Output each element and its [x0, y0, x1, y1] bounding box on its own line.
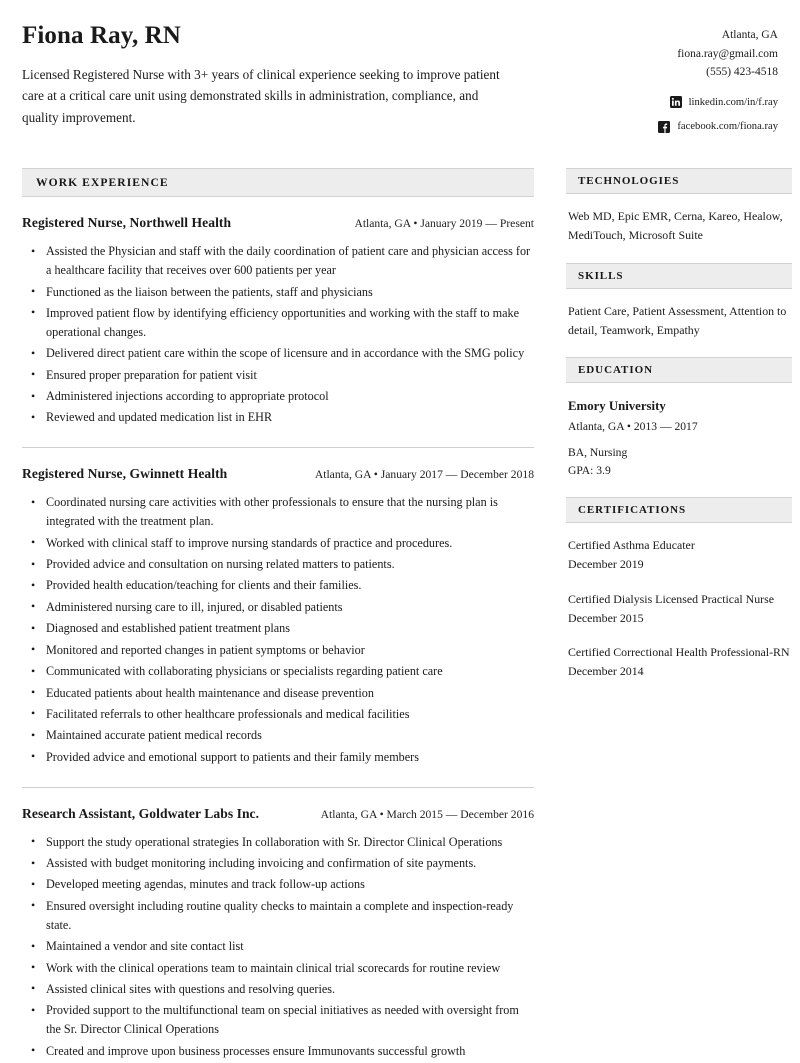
- resume-header: [22, 22, 778, 135]
- section-heading-skills: SKILLS: [566, 263, 792, 289]
- professional-summary: Licensed Registered Nurse with 3+ years of clinical experience seeking to improve patient care at a critical care unit using demonstrated skills in administration, compliance, and quality improvement.: [22, 66, 500, 126]
- work-entry: [22, 448, 534, 787]
- main-column: [22, 168, 534, 1063]
- contact-phone[interactable]: (555) 423-4518: [706, 66, 778, 79]
- linkedin-label: linkedin.com/in/f.ray: [688, 96, 778, 108]
- list-item: • Provided health education/teaching for clients and their families.: [22, 576, 534, 595]
- work-entry-header: [22, 215, 534, 231]
- certification-item: [568, 643, 790, 682]
- section-heading-certifications: CERTIFICATIONS: [566, 497, 792, 523]
- section-certifications: [566, 497, 792, 682]
- contact-block: [552, 22, 778, 135]
- list-item: • Coordinated nursing care activities with other professionals to ensure that the nursing plan is integrated with the treatment plan.: [22, 493, 534, 531]
- list-item: • Communicated with collaborating physicians or specialists regarding patient care: [22, 662, 534, 681]
- certification-name: Certified Correctional Health Professional-RN: [568, 645, 790, 660]
- work-entry-title: Registered Nurse, Gwinnett Health: [22, 466, 228, 482]
- facebook-icon: [658, 121, 670, 133]
- education-entry: [566, 383, 792, 480]
- education-degree: BA, Nursing: [568, 446, 628, 459]
- work-entry: [22, 197, 534, 448]
- education-meta: Atlanta, GA • 2013 — 2017: [568, 420, 698, 434]
- work-entry-header: [22, 806, 534, 822]
- facebook-label: facebook.com/fiona.ray: [677, 121, 778, 133]
- certification-date: December 2014: [568, 664, 644, 679]
- list-item: • Worked with clinical staff to improve nursing standards of practice and procedures.: [22, 534, 534, 553]
- linkedin-icon: [670, 96, 682, 108]
- list-item: • Provided advice and emotional support to patients and their family members: [22, 748, 534, 767]
- list-item: • Improved patient flow by identifying efficiency opportunities and working with the staff to make operational changes.: [22, 304, 534, 342]
- section-education: [566, 357, 792, 480]
- work-entry-title: Research Assistant, Goldwater Labs Inc.: [22, 805, 260, 821]
- list-item: • Ensured proper preparation for patient visit: [22, 366, 534, 385]
- list-item: • Assisted the Physician and staff with the daily coordination of patient care and physician access for a healthcare facility that receives over 600 patients per year: [22, 242, 534, 280]
- list-item: • Assisted with budget monitoring including invoicing and confirmation of site payments.: [22, 854, 534, 873]
- contact-location: Atlanta, GA: [721, 29, 778, 41]
- list-item: • Maintained a vendor and site contact list: [22, 937, 534, 956]
- work-entry-bullets: [22, 242, 534, 427]
- certification-item: [568, 536, 790, 575]
- header-left: [22, 22, 542, 129]
- education-school: Emory University: [568, 399, 666, 414]
- list-item: • Facilitated referrals to other healthcare professionals and medical facilities: [22, 705, 534, 724]
- certifications-list: [566, 523, 792, 682]
- page-title: Fiona Ray, RN: [22, 22, 181, 49]
- skills-list: Patient Care, Patient Assessment, Attention to detail, Teamwork, Empathy: [568, 303, 787, 338]
- list-item: • Educated patients about health maintenance and disease prevention: [22, 684, 534, 703]
- list-item: • Created and improve upon business processes ensure Immunovants successful growth: [22, 1042, 534, 1061]
- section-heading-technologies: TECHNOLOGIES: [566, 168, 792, 194]
- certification-name: Certified Dialysis Licensed Practical Nurse: [568, 591, 775, 606]
- list-item: • Provided support to the multifunctional team on special initiatives as needed with oversight from the Sr. Director Clinical Operations: [22, 1001, 534, 1039]
- work-entry-meta: Atlanta, GA • January 2019 — Present: [354, 217, 534, 231]
- list-item: • Provided advice and consultation on nursing related matters to patients.: [22, 555, 534, 574]
- list-item: • Monitored and reported changes in patient symptoms or behavior: [22, 641, 534, 660]
- work-entry-bullets: [22, 493, 534, 766]
- work-entry-bullets: [22, 833, 534, 1061]
- social-link-facebook[interactable]: [552, 118, 778, 135]
- certification-name: Certified Asthma Educater: [568, 537, 695, 552]
- list-item: • Assisted clinical sites with questions and resolving queries.: [22, 980, 534, 999]
- list-item: • Developed meeting agendas, minutes and track follow-up actions: [22, 875, 534, 894]
- list-item: • Diagnosed and established patient treatment plans: [22, 619, 534, 638]
- work-entry-title: Registered Nurse, Northwell Health: [22, 215, 232, 231]
- list-item: • Work with the clinical operations team to maintain clinical trial scorecards for routine review: [22, 959, 534, 978]
- list-item: • Administered injections according to appropriate protocol: [22, 387, 534, 406]
- technologies-list: Web MD, Epic EMR, Cerna, Kareo, Healow, MediTouch, Microsoft Suite: [568, 209, 783, 243]
- education-gpa: GPA: 3.9: [568, 463, 611, 477]
- section-heading-education: EDUCATION: [566, 357, 792, 383]
- resume-body: [22, 168, 790, 1063]
- section-technologies: [566, 168, 792, 246]
- list-item: • Ensured oversight including routine quality checks to maintain a complete and inspection-ready state.: [22, 897, 534, 935]
- section-skills: [566, 263, 792, 341]
- work-entry-meta: Atlanta, GA • March 2015 — December 2016: [320, 807, 534, 821]
- list-item: • Reviewed and updated medication list in EHR: [22, 408, 534, 427]
- work-entry: [22, 788, 534, 1061]
- work-entry-meta: Atlanta, GA • January 2017 — December 2018: [314, 468, 534, 482]
- list-item: • Functioned as the liaison between the patients, staff and physicians: [22, 283, 534, 302]
- list-item: • Maintained accurate patient medical records: [22, 726, 534, 745]
- list-item: • Delivered direct patient care within the scope of licensure and in accordance with the SMG policy: [22, 344, 534, 363]
- certification-date: December 2015: [568, 610, 644, 625]
- certification-date: December 2019: [568, 557, 644, 572]
- section-heading-work-experience: WORK EXPERIENCE: [22, 168, 534, 197]
- list-item: • Support the study operational strategies In collaboration with Sr. Director Clinical Operations: [22, 833, 534, 852]
- certification-item: [568, 590, 790, 629]
- contact-email[interactable]: fiona.ray@gmail.com: [677, 47, 778, 60]
- social-link-linkedin[interactable]: [552, 94, 778, 111]
- work-entry-header: [22, 466, 534, 482]
- list-item: • Administered nursing care to ill, injured, or disabled patients: [22, 598, 534, 617]
- side-column: [566, 168, 792, 1063]
